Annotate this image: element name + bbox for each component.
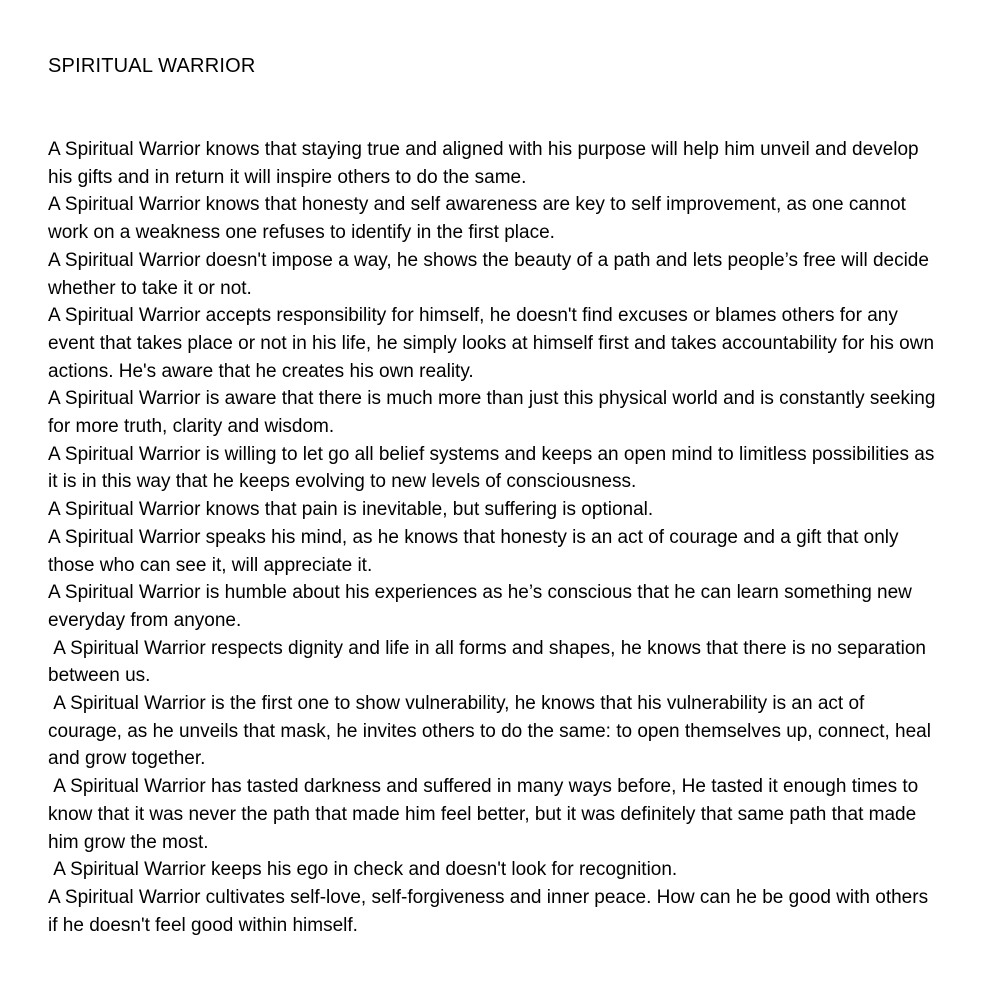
paragraph: A Spiritual Warrior is humble about his experiences as he’s conscious that he can learn something new everyday from anyone. bbox=[48, 582, 918, 631]
paragraph: A Spiritual Warrior knows that pain is inevitable, but suffering is optional. bbox=[48, 499, 654, 521]
paragraph: A Spiritual Warrior doesn't impose a way, he shows the beauty of a path and lets people’s free will decide whether to take it or not. bbox=[48, 249, 935, 299]
paragraph: A Spiritual Warrior has tasted darkness and suffered in many ways before, He tasted it enough times to know that it was never the path that made him feel better, but it was definitely that same path that made him grow the most. bbox=[48, 776, 924, 853]
paragraph: A Spiritual Warrior respects dignity and life in all forms and shapes, he knows that there is no separation between us. bbox=[48, 637, 932, 687]
paragraph: A Spiritual Warrior is the first one to show vulnerability, he knows that his vulnerability is an act of courage, as he unveils that mask, he invites others to do the same: to open themselves up, connect, heal and grow together. bbox=[48, 693, 937, 770]
paragraph: A Spiritual Warrior is willing to let go all belief systems and keeps an open mind to limitless possibilities as it is in this way that he keeps evolving to new levels of consciousness. bbox=[48, 443, 940, 493]
paragraph: A Spiritual Warrior keeps his ego in check and doesn't look for recognition. bbox=[48, 859, 678, 881]
paragraph: A Spiritual Warrior cultivates self-love, self-forgiveness and inner peace. How can he be good with others if he doesn't feel good within himself. bbox=[48, 886, 934, 936]
paragraph: A Spiritual Warrior knows that honesty and self awareness are key to self improvement, as one cannot work on a weakness one refuses to identify in the first place. bbox=[48, 194, 912, 244]
paragraph: A Spiritual Warrior is aware that there is much more than just this physical world and is constantly seeking for more truth, clarity and wisdom. bbox=[48, 388, 941, 438]
paragraph-list bbox=[48, 136, 940, 939]
document-title: SPIRITUAL WARRIOR bbox=[48, 55, 256, 77]
paragraph: A Spiritual Warrior accepts responsibility for himself, he doesn't find excuses or blames others for any event that takes place or not in his life, he simply looks at himself first and takes accountability for his own actions. He's aware that he creates his own reality. bbox=[48, 305, 940, 382]
paragraph: A Spiritual Warrior speaks his mind, as he knows that honesty is an act of courage and a gift that only those who can see it, will appreciate it. bbox=[48, 526, 904, 576]
paragraph: A Spiritual Warrior knows that staying true and aligned with his purpose will help him unveil and develop his gifts and in return it will inspire others to do the same. bbox=[48, 139, 924, 188]
